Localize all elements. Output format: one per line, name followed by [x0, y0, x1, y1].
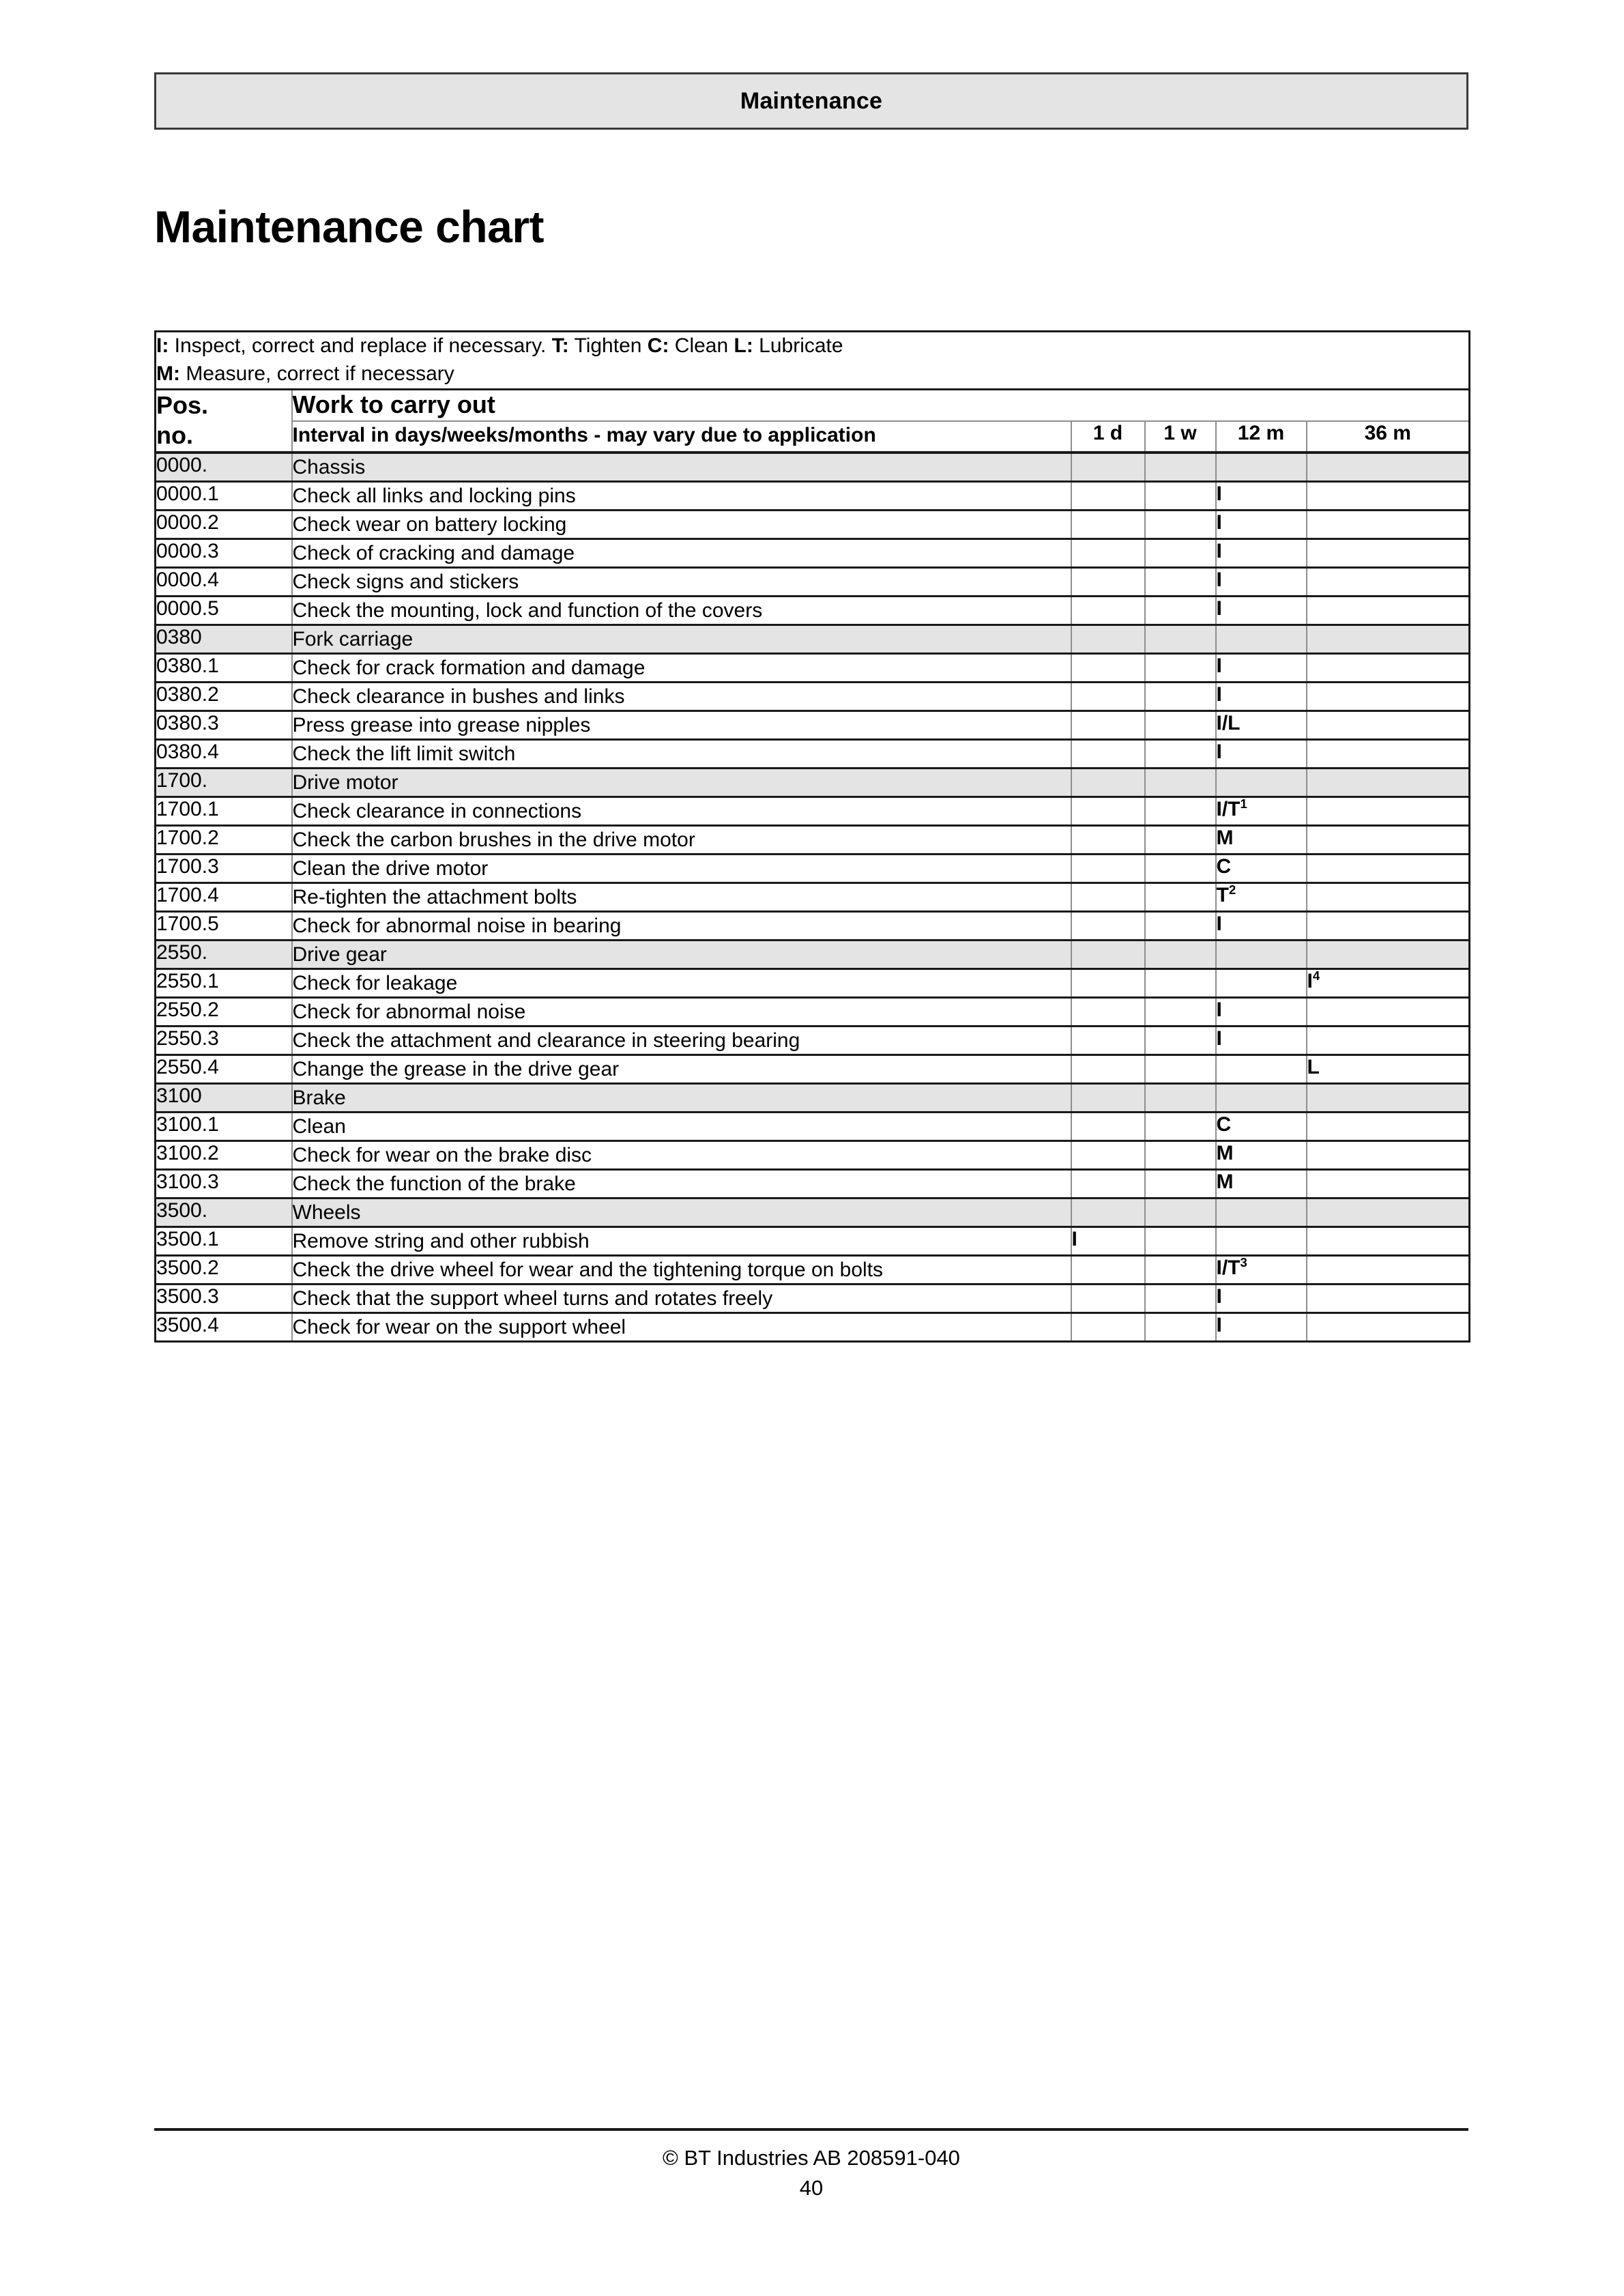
cell-interval-36m — [1307, 1083, 1470, 1112]
cell-pos-no: 1700.4 — [156, 882, 292, 911]
cell-interval-1w — [1145, 453, 1216, 482]
table-group-row — [156, 453, 1470, 482]
cell-interval-12m: I — [1216, 911, 1307, 940]
table-row — [156, 854, 1470, 882]
cell-pos-no: 2550.4 — [156, 1054, 292, 1083]
cell-interval-1d — [1071, 1083, 1145, 1112]
cell-pos-no: 1700.2 — [156, 825, 292, 854]
cell-work-text: Check signs and stickers — [292, 567, 1071, 596]
cell-interval-12m: I — [1216, 739, 1307, 768]
cell-interval-36m — [1307, 1026, 1470, 1054]
cell-interval-1w — [1145, 739, 1216, 768]
cell-interval-1d — [1071, 997, 1145, 1026]
cell-interval-36m — [1307, 625, 1470, 653]
cell-interval-36m — [1307, 653, 1470, 682]
table-row — [156, 1226, 1470, 1255]
cell-work-text: Check clearance in bushes and links — [292, 682, 1071, 711]
cell-interval-36m — [1307, 1255, 1470, 1284]
cell-interval-12m: I — [1216, 481, 1307, 510]
cell-interval-12m: C — [1216, 854, 1307, 882]
cell-pos-no: 1700. — [156, 768, 292, 797]
cell-interval-1d — [1071, 510, 1145, 539]
table-row — [156, 1169, 1470, 1198]
cell-interval-12m: I — [1216, 997, 1307, 1026]
cell-interval-1d: I — [1071, 1226, 1145, 1255]
cell-interval-1d — [1071, 911, 1145, 940]
cell-interval-1d — [1071, 1169, 1145, 1198]
cell-interval-12m: I — [1216, 1312, 1307, 1341]
table-row — [156, 797, 1470, 825]
legend-row — [156, 332, 1470, 390]
cell-pos-no: 0380.2 — [156, 682, 292, 711]
cell-interval-1d — [1071, 1112, 1145, 1140]
cell-interval-1d — [1071, 768, 1145, 797]
cell-interval-12m: I/L — [1216, 711, 1307, 739]
cell-interval-1w — [1145, 510, 1216, 539]
cell-interval-36m — [1307, 481, 1470, 510]
table-row — [156, 882, 1470, 911]
cell-interval-36m — [1307, 453, 1470, 482]
cell-interval-1w — [1145, 1054, 1216, 1083]
cell-interval-36m — [1307, 567, 1470, 596]
cell-pos-no: 0380.4 — [156, 739, 292, 768]
cell-interval-12m: M — [1216, 1169, 1307, 1198]
cell-pos-no: 3500.4 — [156, 1312, 292, 1341]
cell-interval-1w — [1145, 1083, 1216, 1112]
cell-interval-1w — [1145, 596, 1216, 625]
cell-work-text: Check the drive wheel for wear and the tightening torque on bolts — [292, 1255, 1071, 1284]
cell-interval-12m: M — [1216, 1140, 1307, 1169]
cell-pos-no: 3100.3 — [156, 1169, 292, 1198]
table-row — [156, 1026, 1470, 1054]
legend-cell — [156, 332, 1470, 390]
legend-code-tighten: T: — [551, 334, 569, 357]
cell-interval-1w — [1145, 481, 1216, 510]
cell-interval-12m: $I/T^1$ — [1216, 797, 1307, 825]
cell-interval-1d — [1071, 968, 1145, 997]
cell-pos-no: 3100.1 — [156, 1112, 292, 1140]
cell-interval-36m — [1307, 1198, 1470, 1226]
cell-work-text: Clean — [292, 1112, 1071, 1140]
cell-interval-36m — [1307, 510, 1470, 539]
cell-interval-12m: I — [1216, 510, 1307, 539]
table-row — [156, 1140, 1470, 1169]
cell-interval-36m — [1307, 882, 1470, 911]
table-group-row — [156, 940, 1470, 968]
cell-interval-36m — [1307, 711, 1470, 739]
table-row — [156, 653, 1470, 682]
cell-work-text: Check for leakage — [292, 968, 1071, 997]
footnote-marker: 1 — [1240, 796, 1247, 811]
table-group-row — [156, 1198, 1470, 1226]
header-row-work — [156, 389, 1470, 421]
cell-interval-36m — [1307, 940, 1470, 968]
table-row — [156, 596, 1470, 625]
cell-interval-36m — [1307, 911, 1470, 940]
cell-interval-1d — [1071, 1054, 1145, 1083]
table-row — [156, 1054, 1470, 1083]
cell-interval-1d — [1071, 1255, 1145, 1284]
cell-pos-no: 0000.4 — [156, 567, 292, 596]
table-row — [156, 911, 1470, 940]
cell-work-text: Check the carbon brushes in the drive motor — [292, 825, 1071, 854]
cell-interval-1w — [1145, 1312, 1216, 1341]
cell-interval-36m — [1307, 739, 1470, 768]
cell-work-text: Check the function of the brake — [292, 1169, 1071, 1198]
pos-no-line-2: no. — [156, 421, 193, 450]
table-row — [156, 539, 1470, 567]
cell-interval-12m: I — [1216, 653, 1307, 682]
cell-pos-no: 2550.1 — [156, 968, 292, 997]
cell-pos-no: 0000. — [156, 453, 292, 482]
cell-interval-1w — [1145, 1026, 1216, 1054]
table-row — [156, 567, 1470, 596]
cell-interval-12m: M — [1216, 825, 1307, 854]
cell-interval-1w — [1145, 1112, 1216, 1140]
cell-pos-no: 0000.3 — [156, 539, 292, 567]
table-group-row — [156, 1083, 1470, 1112]
table-row — [156, 739, 1470, 768]
footer-divider — [154, 2128, 1468, 2131]
cell-interval-1d — [1071, 682, 1145, 711]
cell-interval-12m: I — [1216, 1284, 1307, 1312]
cell-interval-12m — [1216, 1226, 1307, 1255]
legend-code-clean: C: — [647, 334, 669, 357]
table-row — [156, 825, 1470, 854]
cell-interval-12m: I — [1216, 1026, 1307, 1054]
cell-interval-36m — [1307, 825, 1470, 854]
running-header-banner — [154, 72, 1468, 130]
cell-pos-no: 1700.5 — [156, 911, 292, 940]
cell-work-text: Re-tighten the attachment bolts — [292, 882, 1071, 911]
table-row — [156, 968, 1470, 997]
cell-interval-12m — [1216, 625, 1307, 653]
cell-interval-1w — [1145, 625, 1216, 653]
cell-work-text: Check of cracking and damage — [292, 539, 1071, 567]
legend-text-measure: Measure, correct if necessary — [179, 362, 454, 385]
cell-interval-1w — [1145, 854, 1216, 882]
column-header-pos-no — [156, 389, 292, 453]
cell-interval-1d — [1071, 539, 1145, 567]
footnote-marker: 4 — [1312, 968, 1320, 983]
cell-pos-no: 3500.2 — [156, 1255, 292, 1284]
legend-line-1 — [156, 332, 1468, 360]
cell-interval-1d — [1071, 739, 1145, 768]
cell-pos-no: 3500.1 — [156, 1226, 292, 1255]
cell-interval-36m — [1307, 1226, 1470, 1255]
legend-code-inspect: I: — [156, 334, 169, 357]
cell-interval-36m — [1307, 1312, 1470, 1341]
cell-interval-1w — [1145, 1284, 1216, 1312]
cell-pos-no: 0000.5 — [156, 596, 292, 625]
legend-text-tighten: Tighten — [568, 334, 648, 357]
cell-interval-1d — [1071, 854, 1145, 882]
cell-interval-12m — [1216, 1083, 1307, 1112]
cell-interval-12m: I — [1216, 539, 1307, 567]
table-body — [156, 332, 1470, 1342]
legend-line-2 — [156, 360, 1468, 388]
cell-interval-36m — [1307, 682, 1470, 711]
cell-interval-36m — [1307, 1112, 1470, 1140]
cell-work-text: Fork carriage — [292, 625, 1071, 653]
cell-interval-12m: $T^2$ — [1216, 882, 1307, 911]
legend-text-clean: Clean — [669, 334, 734, 357]
cell-interval-1d — [1071, 1026, 1145, 1054]
column-header-12m: 12 m — [1216, 421, 1307, 452]
column-header-1d: 1 d — [1071, 421, 1145, 452]
cell-interval-1d — [1071, 1198, 1145, 1226]
cell-interval-36m — [1307, 1169, 1470, 1198]
cell-pos-no: 2550. — [156, 940, 292, 968]
cell-work-text: Check for wear on the brake disc — [292, 1140, 1071, 1169]
cell-interval-1w — [1145, 567, 1216, 596]
cell-pos-no: 1700.3 — [156, 854, 292, 882]
cell-interval-36m — [1307, 854, 1470, 882]
table-group-row — [156, 625, 1470, 653]
cell-interval-1w — [1145, 1169, 1216, 1198]
pos-no-line-1: Pos. — [156, 390, 209, 419]
cell-interval-1d — [1071, 596, 1145, 625]
cell-interval-12m: I — [1216, 682, 1307, 711]
table-row — [156, 1284, 1470, 1312]
cell-interval-36m: L — [1307, 1054, 1470, 1083]
legend-code-lubricate: L: — [734, 334, 753, 357]
cell-work-text: Check wear on battery locking — [292, 510, 1071, 539]
cell-work-text: Check the attachment and clearance in steering bearing — [292, 1026, 1071, 1054]
cell-interval-36m — [1307, 596, 1470, 625]
footnote-marker: 2 — [1228, 882, 1236, 897]
cell-interval-12m — [1216, 968, 1307, 997]
table-group-row — [156, 768, 1470, 797]
cell-interval-12m — [1216, 940, 1307, 968]
cell-interval-36m — [1307, 997, 1470, 1026]
cell-work-text: Check that the support wheel turns and rotates freely — [292, 1284, 1071, 1312]
cell-work-text: Check all links and locking pins — [292, 481, 1071, 510]
footer-copyright: © BT Industries AB 208591-040 — [663, 2146, 960, 2170]
cell-work-text: Drive gear — [292, 940, 1071, 968]
cell-interval-1d — [1071, 453, 1145, 482]
cell-interval-1w — [1145, 768, 1216, 797]
table-row — [156, 1312, 1470, 1341]
cell-pos-no: 3100 — [156, 1083, 292, 1112]
cell-work-text: Chassis — [292, 453, 1071, 482]
cell-work-text: Check for crack formation and damage — [292, 653, 1071, 682]
cell-work-text: Check the lift limit switch — [292, 739, 1071, 768]
cell-interval-36m — [1307, 768, 1470, 797]
cell-interval-36m — [1307, 797, 1470, 825]
cell-interval-1d — [1071, 653, 1145, 682]
cell-work-text: Check for abnormal noise — [292, 997, 1071, 1026]
column-header-work: Work to carry out — [292, 389, 1470, 421]
cell-work-text: Change the grease in the drive gear — [292, 1054, 1071, 1083]
cell-interval-1w — [1145, 1140, 1216, 1169]
cell-pos-no: 2550.2 — [156, 997, 292, 1026]
cell-pos-no: 0380.1 — [156, 653, 292, 682]
cell-pos-no: 3100.2 — [156, 1140, 292, 1169]
cell-interval-12m: I — [1216, 596, 1307, 625]
cell-pos-no: 1700.1 — [156, 797, 292, 825]
cell-interval-1w — [1145, 1255, 1216, 1284]
cell-interval-12m — [1216, 453, 1307, 482]
table-row — [156, 481, 1470, 510]
cell-interval-12m: I — [1216, 567, 1307, 596]
cell-interval-12m: $I/T^3$ — [1216, 1255, 1307, 1284]
table-row — [156, 711, 1470, 739]
cell-work-text: Check the mounting, lock and function of the covers — [292, 596, 1071, 625]
column-header-36m: 36 m — [1307, 421, 1470, 452]
column-header-1w: 1 w — [1145, 421, 1216, 452]
cell-interval-1d — [1071, 625, 1145, 653]
cell-interval-1w — [1145, 968, 1216, 997]
cell-work-text: Check clearance in connections — [292, 797, 1071, 825]
cell-interval-1w — [1145, 682, 1216, 711]
cell-pos-no: 0380.3 — [156, 711, 292, 739]
cell-interval-1d — [1071, 1284, 1145, 1312]
cell-interval-1d — [1071, 481, 1145, 510]
cell-interval-36m — [1307, 539, 1470, 567]
header-row-intervals — [156, 421, 1470, 452]
maintenance-chart-table — [154, 330, 1470, 1343]
cell-work-text: Wheels — [292, 1198, 1071, 1226]
cell-interval-1d — [1071, 797, 1145, 825]
cell-work-text: Brake — [292, 1083, 1071, 1112]
cell-interval-1w — [1145, 797, 1216, 825]
table-row — [156, 682, 1470, 711]
running-header-title: Maintenance — [740, 87, 883, 114]
cell-interval-1w — [1145, 997, 1216, 1026]
cell-interval-1d — [1071, 567, 1145, 596]
cell-interval-12m — [1216, 768, 1307, 797]
legend-text-inspect: Inspect, correct and replace if necessary. — [169, 334, 552, 357]
cell-interval-12m: C — [1216, 1112, 1307, 1140]
cell-pos-no: 0000.2 — [156, 510, 292, 539]
cell-work-text: Drive motor — [292, 768, 1071, 797]
cell-work-text: Check for abnormal noise in bearing — [292, 911, 1071, 940]
cell-interval-36m: $I^4$ — [1307, 968, 1470, 997]
cell-interval-1w — [1145, 539, 1216, 567]
cell-pos-no: 2550.3 — [156, 1026, 292, 1054]
cell-interval-1w — [1145, 711, 1216, 739]
cell-interval-12m — [1216, 1198, 1307, 1226]
cell-interval-1d — [1071, 711, 1145, 739]
table-row — [156, 1255, 1470, 1284]
page-title: Maintenance chart — [154, 201, 544, 253]
cell-interval-1w — [1145, 825, 1216, 854]
cell-work-text: Remove string and other rubbish — [292, 1226, 1071, 1255]
cell-work-text: Check for wear on the support wheel — [292, 1312, 1071, 1341]
cell-interval-1d — [1071, 825, 1145, 854]
cell-interval-12m — [1216, 1054, 1307, 1083]
cell-interval-1w — [1145, 911, 1216, 940]
cell-interval-1w — [1145, 940, 1216, 968]
cell-interval-1d — [1071, 1312, 1145, 1341]
cell-interval-1d — [1071, 1140, 1145, 1169]
cell-pos-no: 0000.1 — [156, 481, 292, 510]
cell-interval-1w — [1145, 1198, 1216, 1226]
cell-pos-no: 3500. — [156, 1198, 292, 1226]
cell-pos-no: 3500.3 — [156, 1284, 292, 1312]
table-row — [156, 1112, 1470, 1140]
cell-interval-36m — [1307, 1284, 1470, 1312]
table-row — [156, 997, 1470, 1026]
footer-page-number: 40 — [799, 2176, 824, 2200]
cell-interval-1d — [1071, 882, 1145, 911]
table-row — [156, 510, 1470, 539]
cell-interval-1w — [1145, 882, 1216, 911]
footnote-marker: 3 — [1240, 1254, 1247, 1269]
cell-work-text: Clean the drive motor — [292, 854, 1071, 882]
cell-pos-no: 0380 — [156, 625, 292, 653]
cell-interval-36m — [1307, 1140, 1470, 1169]
legend-text-lubricate: Lubricate — [753, 334, 843, 357]
cell-interval-1w — [1145, 1226, 1216, 1255]
column-header-interval: Interval in days/weeks/months - may vary due to application — [292, 421, 1071, 452]
cell-interval-1d — [1071, 940, 1145, 968]
cell-work-text: Press grease into grease nipples — [292, 711, 1071, 739]
cell-interval-1w — [1145, 653, 1216, 682]
legend-code-measure: M: — [156, 362, 180, 385]
